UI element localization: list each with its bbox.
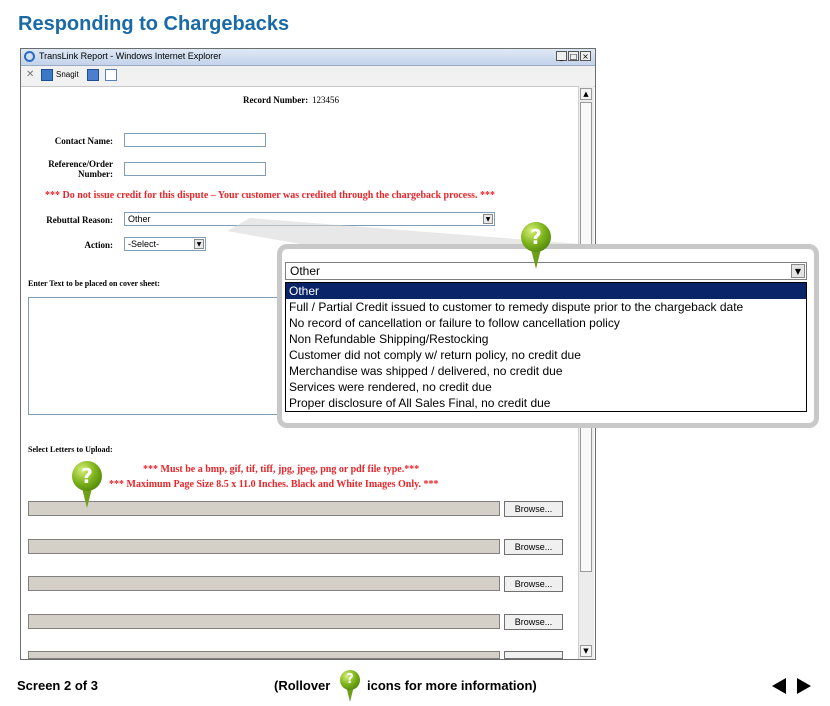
option-other[interactable]: Other [286, 283, 806, 299]
rollover-suffix: icons for more information) [367, 678, 537, 693]
chevron-down-icon[interactable]: ▼ [791, 264, 805, 278]
callout-selected-value: Other [290, 264, 321, 278]
credit-warning: *** Do not issue credit for this dispute – Your customer was credited through the chargeback process. *** [45, 190, 495, 201]
contact-name-label: Contact Name: [54, 136, 113, 146]
reference-label-line1: Reference/Order [48, 159, 113, 169]
close-button[interactable]: × [580, 51, 591, 61]
record-number-value: 123456 [312, 95, 339, 105]
option-no-cancellation[interactable]: No record of cancellation or failure to follow cancellation policy [289, 316, 620, 330]
page-size-warning: *** Maximum Page Size 8.5 x 11.0 Inches. Black and White Images Only. *** [109, 479, 439, 490]
option-sales-final[interactable]: Proper disclosure of All Sales Final, no credit due [289, 396, 551, 410]
cover-sheet-label: Enter Text to be placed on cover sheet: [28, 279, 160, 288]
scroll-down-icon[interactable]: ▼ [580, 645, 592, 657]
option-services-rendered[interactable]: Services were rendered, no credit due [289, 380, 492, 394]
browse-button-3[interactable]: Browse... [504, 576, 563, 592]
help-pin-legend-icon [338, 669, 362, 703]
file-type-warning: *** Must be a bmp, gif, tif, tiff, jpg, jpeg, png or pdf file type.*** [143, 464, 420, 475]
next-arrow-icon[interactable] [796, 678, 812, 694]
option-return-policy[interactable]: Customer did not comply w/ return policy, no credit due [289, 348, 581, 362]
option-merchandise-shipped[interactable]: Merchandise was shipped / delivered, no credit due [289, 364, 563, 378]
browse-button-4[interactable]: Browse... [504, 614, 563, 630]
record-number-label: Record Number: [243, 95, 309, 105]
option-non-refundable[interactable]: Non Refundable Shipping/Restocking [289, 332, 489, 346]
action-label: Action: [84, 240, 113, 250]
upload-label: Select Letters to Upload: [28, 445, 113, 454]
minimize-button[interactable]: _ [556, 51, 567, 61]
reference-label-line2: Number: [78, 169, 113, 179]
action-value: -Select- [128, 239, 160, 249]
option-credit-issued[interactable]: Full / Partial Credit issued to customer to remedy dispute prior to the chargeback date [289, 300, 744, 314]
rebuttal-option-list[interactable] [285, 282, 807, 412]
scroll-up-icon[interactable]: ▲ [580, 88, 592, 100]
close-toolbar-icon[interactable]: ✕ [26, 69, 35, 80]
rollover-prefix: (Rollover [274, 678, 331, 693]
rebuttal-reason-value: Other [128, 214, 151, 224]
snagit-button[interactable]: Snagit [56, 70, 79, 79]
screen-indicator: Screen 2 of 3 [17, 678, 98, 693]
chevron-down-icon[interactable]: ▼ [483, 214, 493, 224]
browse-button-2[interactable]: Browse... [504, 539, 563, 555]
chevron-down-icon[interactable]: ▼ [194, 239, 204, 249]
help-pin-glyph: ? [530, 225, 542, 249]
restore-button[interactable]: □ [569, 52, 578, 61]
help-pin-icon[interactable] [71, 460, 103, 510]
browse-button-1[interactable]: Browse... [504, 501, 563, 517]
help-pin-glyph: ? [81, 464, 93, 488]
help-pin-icon[interactable] [520, 221, 552, 271]
rebuttal-reason-label: Rebuttal Reason: [46, 215, 113, 225]
previous-arrow-icon[interactable] [771, 678, 787, 694]
browser-title: TransLink Report - Windows Internet Explorer [39, 51, 222, 61]
page-title: Responding to Chargebacks [18, 13, 290, 35]
help-pin-legend-glyph: ? [346, 672, 354, 687]
